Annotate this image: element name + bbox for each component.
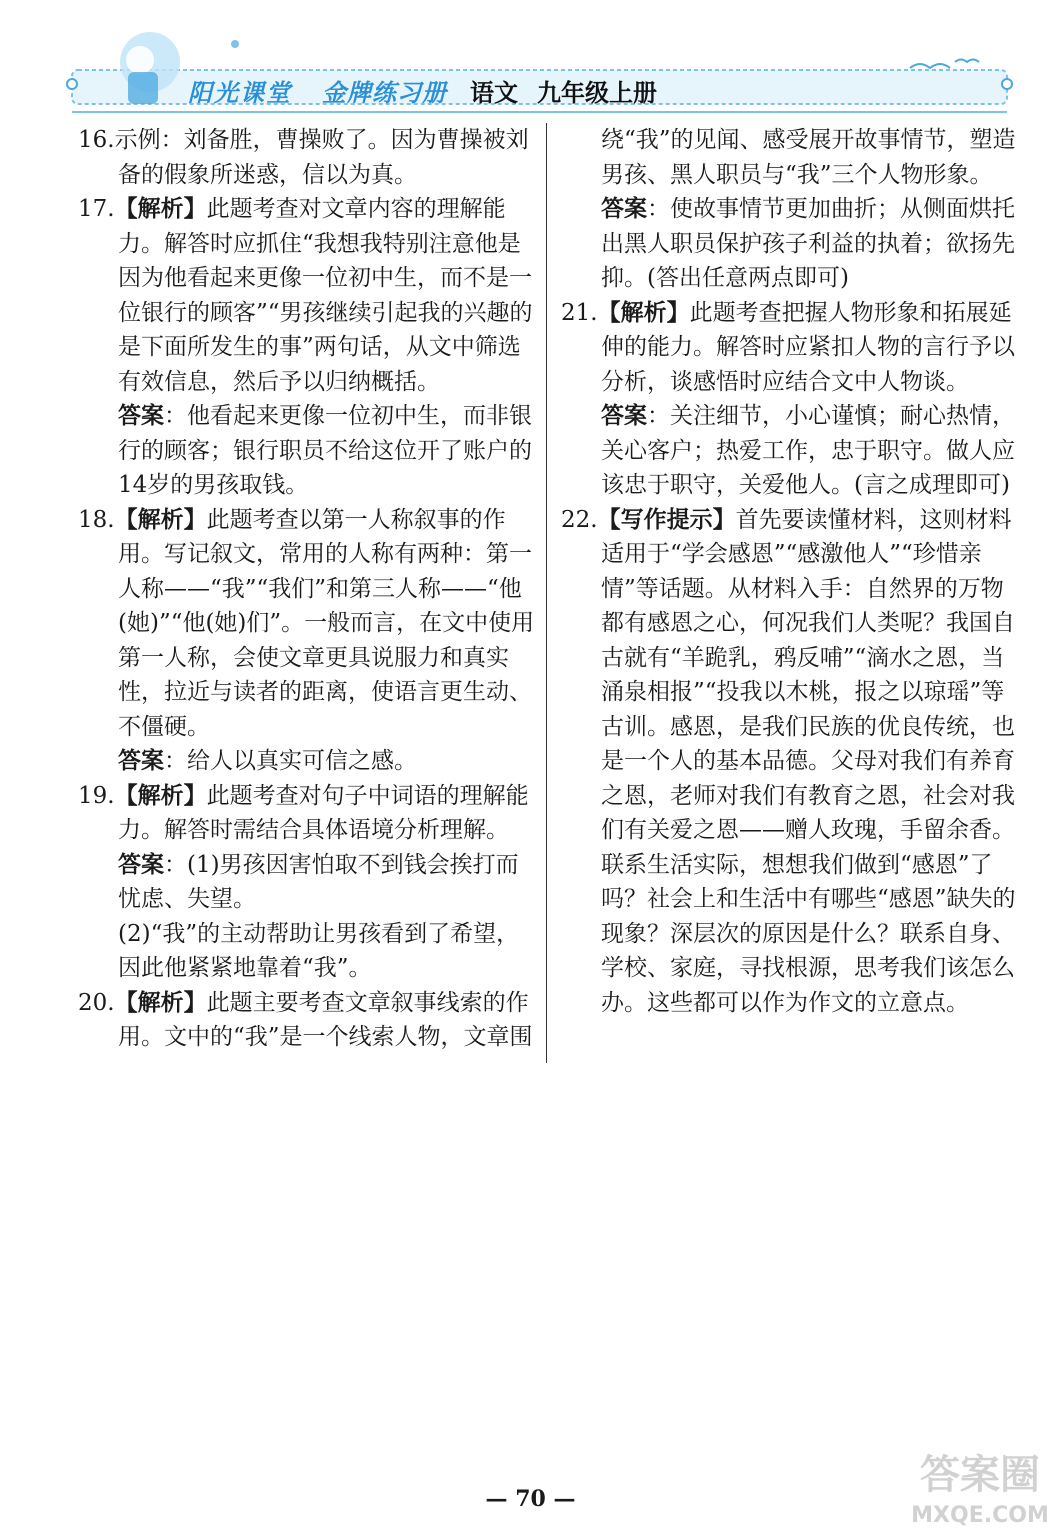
analysis-tag: 【解析】 bbox=[114, 195, 207, 222]
item-text: 此题考查以第一人称叙事的作用。写记叙文，常用的人称有两种：第一人称——“我”“我们”和第三人称——“他(她)”“他(她)们”。一般而言，在文中使用第一人称，会使文章更具说服力和真实性，拉近与读者的距离，使语言更生动、不僵硬。 bbox=[118, 506, 535, 740]
answer-paragraph bbox=[78, 848, 538, 917]
item-body bbox=[561, 123, 1021, 192]
item-text: 示例：刘备胜，曹操败了。因为曹操被刘备的假象所迷惑，信以为真。 bbox=[114, 127, 529, 188]
item-body bbox=[561, 503, 1021, 1021]
item-text: 绕“我”的见闻、感受展开故事情节，塑造男孩、黑人职员与“我”三个人物形象。 bbox=[601, 127, 1016, 188]
answer-text: ：使故事情节更加曲折；从侧面烘托出黑人职员保护孩子利益的执着；欲扬先抑。(答出任意两点即可) bbox=[601, 196, 1015, 291]
item-number: 17. bbox=[78, 196, 115, 222]
analysis-tag: 【解析】 bbox=[597, 298, 690, 326]
answer-item-16 bbox=[78, 123, 538, 192]
answer-label: 答案 bbox=[601, 402, 647, 429]
answer-label: 答案 bbox=[601, 195, 647, 222]
svg-text:MXQE.COM: MXQE.COM bbox=[911, 1503, 1049, 1528]
answer-paragraph bbox=[561, 399, 1021, 503]
item-number: 16. bbox=[78, 127, 115, 153]
item-body bbox=[78, 123, 538, 192]
page-number: — 70 — bbox=[485, 1486, 576, 1512]
analysis-tag: 【解析】 bbox=[114, 988, 207, 1016]
item-number: 18. bbox=[78, 506, 115, 533]
item-text: 此题考查对句子中词语的理解能力。解答时需结合具体语境分析理解。 bbox=[118, 782, 529, 843]
answer-paragraph bbox=[78, 744, 538, 779]
header-decoration bbox=[0, 0, 1061, 120]
answer-item-21 bbox=[561, 296, 1021, 503]
analysis-tag: 【解析】 bbox=[114, 781, 207, 809]
watermark-logo bbox=[905, 1440, 1055, 1530]
answer-paragraph bbox=[78, 399, 538, 503]
series-name: 阳光课堂 bbox=[188, 78, 292, 107]
answer-item-19 bbox=[78, 779, 538, 986]
item-text: 首先要读懂材料，这则材料适用于“学会感恩”“感激他人”“珍惜亲情”等话题。从材料入手：自然界的万物都有感恩之心，何况我们人类呢？我国自古就有“羊跪乳，鸦反哺”“滴水之恩，当涌泉相报”“投我以木桃，报之以琼瑶”等古训。感恩，是我们民族的优良传统，也是一个人的基本品德。父母对我们有养育之恩，老师对我们有教育之恩，社会对我们有关爱之恩——赠人玫瑰，手留余香。联系生活实际，想想我们做到“感恩”了吗？社会上和生活中有哪些“感恩”缺失的现象？深层次的原因是什么？联系自身、学校、家庭，寻找根源，思考我们该怎么办。这些都可以作为作文的立意点。 bbox=[601, 506, 1016, 1016]
answer-item-22 bbox=[561, 503, 1021, 1021]
answer-text: (2)“我”的主动帮助让男孩看到了希望，因此他紧紧地靠着“我”。 bbox=[118, 920, 520, 981]
item-text: 此题主要考查文章叙事线索的作用。文中的“我”是一个线索人物，文章围 bbox=[118, 989, 533, 1050]
item-body bbox=[561, 296, 1021, 400]
answer-item-17 bbox=[78, 192, 538, 503]
answer-item-20-continued bbox=[561, 123, 1021, 296]
answer-label: 答案 bbox=[118, 850, 164, 878]
answer-item-18 bbox=[78, 503, 538, 779]
grade-volume: 九年级上册 bbox=[537, 78, 657, 107]
answer-paragraph bbox=[78, 917, 538, 986]
item-body bbox=[78, 986, 538, 1055]
item-number: 19. bbox=[78, 782, 115, 809]
answer-label: 答案 bbox=[118, 747, 164, 774]
answer-text: ：给人以真实可信之感。 bbox=[164, 748, 417, 774]
answer-text: ：关注细节，小心谨慎；耐心热情，关心客户；热爱工作，忠于职守。做人应该忠于职守，关爱他人。(言之成理即可) bbox=[601, 403, 1015, 498]
item-text: 此题考查对文章内容的理解能力。解答时应抓住“我想我特别注意他是因为他看起来更像一位初中生，而不是一位银行的顾客”“男孩继续引起我的兴趣的是下面所发生的事”两句话，从文中筛选有效信息，然后予以归纳概括。 bbox=[118, 196, 533, 395]
column-divider bbox=[546, 123, 547, 1063]
analysis-tag: 【解析】 bbox=[114, 505, 207, 533]
item-number: 21. bbox=[561, 299, 598, 326]
answer-text: ：(1)男孩因害怕取不到钱会挨打而忧虑、失望。 bbox=[118, 851, 519, 912]
answer-label: 答案 bbox=[118, 402, 164, 429]
item-text: 此题考查把握人物形象和拓展延伸的能力。解答时应紧扣人物的言行予以分析，谈感悟时应结合文中人物谈。 bbox=[601, 299, 1015, 395]
svg-text:答案圈: 答案圈 bbox=[920, 1452, 1040, 1498]
answer-text: ：他看起来更像一位初中生，而非银行的顾客；银行职员不给这位开了账户的14岁的男孩取钱。 bbox=[118, 403, 532, 498]
answer-paragraph bbox=[561, 192, 1021, 296]
subject: 语文 bbox=[470, 78, 518, 107]
item-body bbox=[78, 503, 538, 745]
item-body bbox=[78, 779, 538, 848]
left-column bbox=[78, 123, 538, 1055]
writing-tip-tag: 【写作提示】 bbox=[597, 505, 736, 533]
item-number: 22. bbox=[561, 506, 598, 533]
page-header bbox=[0, 0, 1061, 120]
item-number: 20. bbox=[78, 989, 115, 1016]
right-column bbox=[561, 123, 1021, 1020]
book-title: 金牌练习册 bbox=[322, 78, 447, 107]
item-body bbox=[78, 192, 538, 399]
answer-item-20 bbox=[78, 986, 538, 1055]
